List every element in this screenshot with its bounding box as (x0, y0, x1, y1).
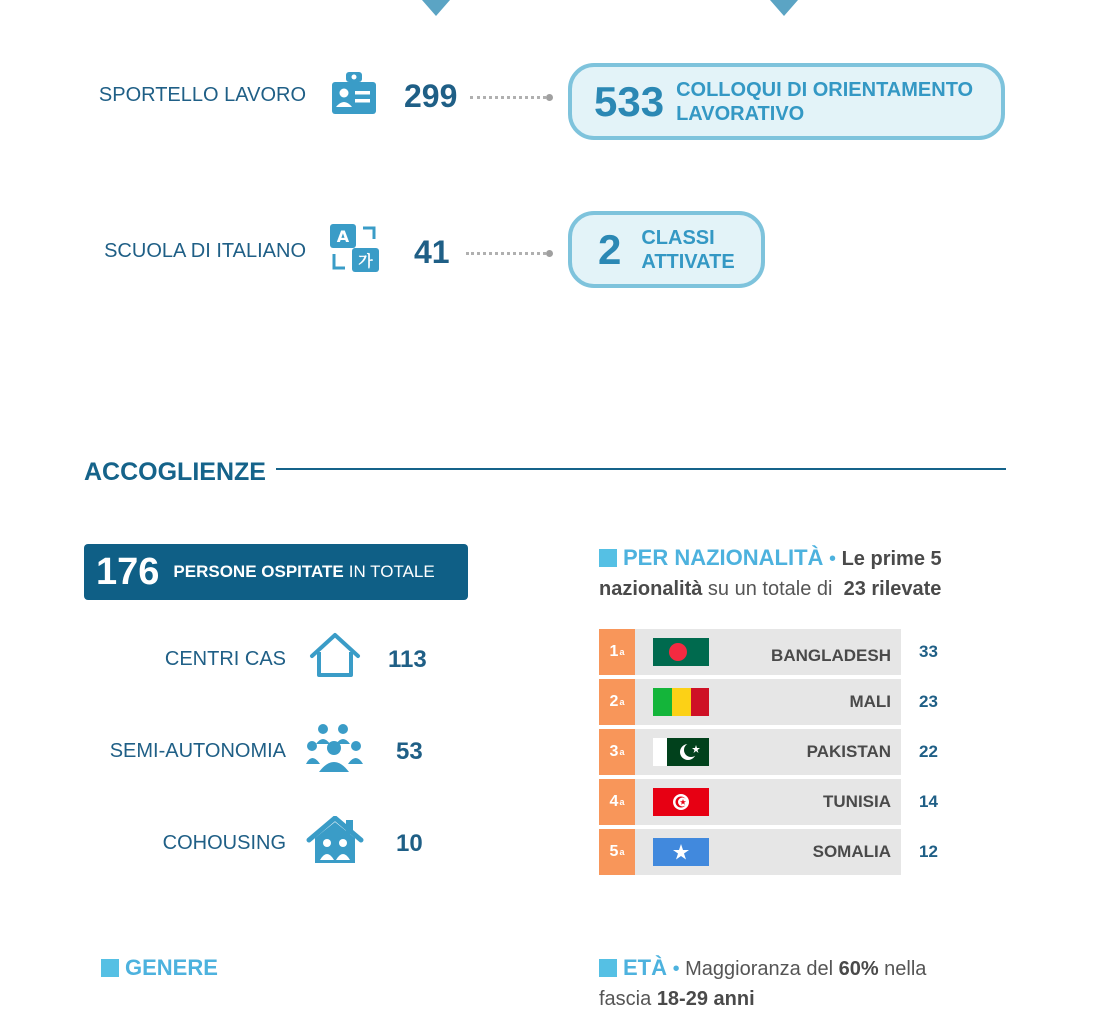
country-bar (635, 779, 901, 825)
rank-badge: 4 a (599, 779, 635, 825)
svg-text:가: 가 (358, 252, 373, 270)
section-title-accoglienze: ACCOGLIENZE (84, 458, 266, 486)
connector-dot-end (546, 94, 553, 101)
square-bullet-icon (101, 959, 119, 977)
total-number: 176 (96, 550, 160, 593)
down-arrow-left (422, 0, 450, 16)
square-bullet-icon (599, 549, 617, 567)
country-name: SOMALIA (812, 842, 891, 861)
square-bullet-icon (599, 959, 617, 977)
rank-badge: 2 a (599, 679, 635, 725)
accommodation-label-cohousing: COHOUSING (162, 832, 286, 854)
nationality-table (599, 629, 938, 875)
total-label-rest: IN TOTALE (348, 562, 435, 581)
table-row (599, 629, 938, 675)
pill-text-line2: LAVORATIVO (676, 102, 805, 125)
pill-number: 533 (594, 77, 665, 125)
section-rule (276, 468, 1006, 470)
country-name: PAKISTAN (806, 742, 891, 761)
country-name: MALI (849, 692, 891, 711)
country-bar (635, 829, 901, 875)
pill-number: 2 (598, 225, 622, 273)
rank-badge: 5 a (599, 829, 635, 875)
rank-badge: 3 a (599, 729, 635, 775)
country-name: BANGLADESH (771, 646, 891, 665)
svg-text:A: A (336, 227, 350, 246)
flag-bangladesh-icon (653, 638, 709, 666)
accommodation-value-cas: 113 (388, 646, 427, 673)
pill-classi (568, 211, 765, 288)
translate-icon (330, 224, 380, 274)
country-bar (635, 629, 901, 675)
down-arrow-right (770, 0, 798, 16)
house-icon (308, 632, 362, 678)
country-value: 12 (919, 842, 938, 861)
country-value: 23 (919, 692, 938, 711)
nationality-heading: PER NAZIONALITÀ (623, 545, 824, 570)
flag-tunisia-icon (653, 788, 709, 816)
service-label-italiano: SCUOLA DI ITALIANO (104, 240, 306, 262)
accommodation-value-cohousing: 10 (396, 830, 423, 857)
pill-colloqui (568, 63, 1005, 140)
house-people-icon (306, 816, 364, 864)
table-row (599, 679, 938, 725)
total-guests-box (84, 544, 468, 600)
country-value: 33 (919, 642, 938, 661)
pill-text-line1: CLASSI (641, 226, 715, 249)
rank-badge: 1 a (599, 629, 635, 675)
connector-dots (466, 252, 546, 255)
gender-heading-block (101, 955, 218, 981)
age-block: ETÀ • Maggioranza del 60% nella fascia 18-29 anni (599, 955, 927, 1010)
service-value-lavoro: 299 (404, 78, 458, 114)
total-label-bold: PERSONE OSPITATE (173, 562, 344, 581)
id-badge-icon (332, 72, 376, 116)
country-name: TUNISIA (823, 792, 891, 811)
country-value: 14 (919, 792, 938, 811)
connector-dots (470, 96, 546, 99)
pill-text-line1: COLLOQUI DI ORIENTAMENTO (676, 78, 974, 101)
service-value-italiano: 41 (414, 234, 450, 270)
flag-somalia-icon (653, 838, 709, 866)
flag-mali-icon (653, 688, 709, 716)
table-row (599, 829, 938, 875)
country-bar (635, 729, 901, 775)
age-heading: ETÀ (623, 955, 667, 980)
table-row (599, 729, 938, 775)
gender-heading: GENERE (125, 955, 218, 980)
pill-text-line2: ATTIVATE (641, 250, 735, 273)
accommodation-value-semi: 53 (396, 738, 423, 765)
service-label-lavoro: SPORTELLO LAVORO (98, 84, 306, 106)
nationality-description: PER NAZIONALITÀ • Le prime 5 nazionalità su un totale di 23 rilevate (599, 545, 942, 600)
country-value: 22 (919, 742, 938, 761)
accommodation-label-semi: SEMI-AUTONOMIA (109, 740, 286, 762)
group-icon (306, 722, 364, 772)
country-bar (635, 679, 901, 725)
flag-pakistan-icon (653, 738, 709, 766)
table-row (599, 779, 938, 825)
connector-dot-end (546, 250, 553, 257)
accommodation-label-cas: CENTRI CAS (164, 648, 286, 670)
